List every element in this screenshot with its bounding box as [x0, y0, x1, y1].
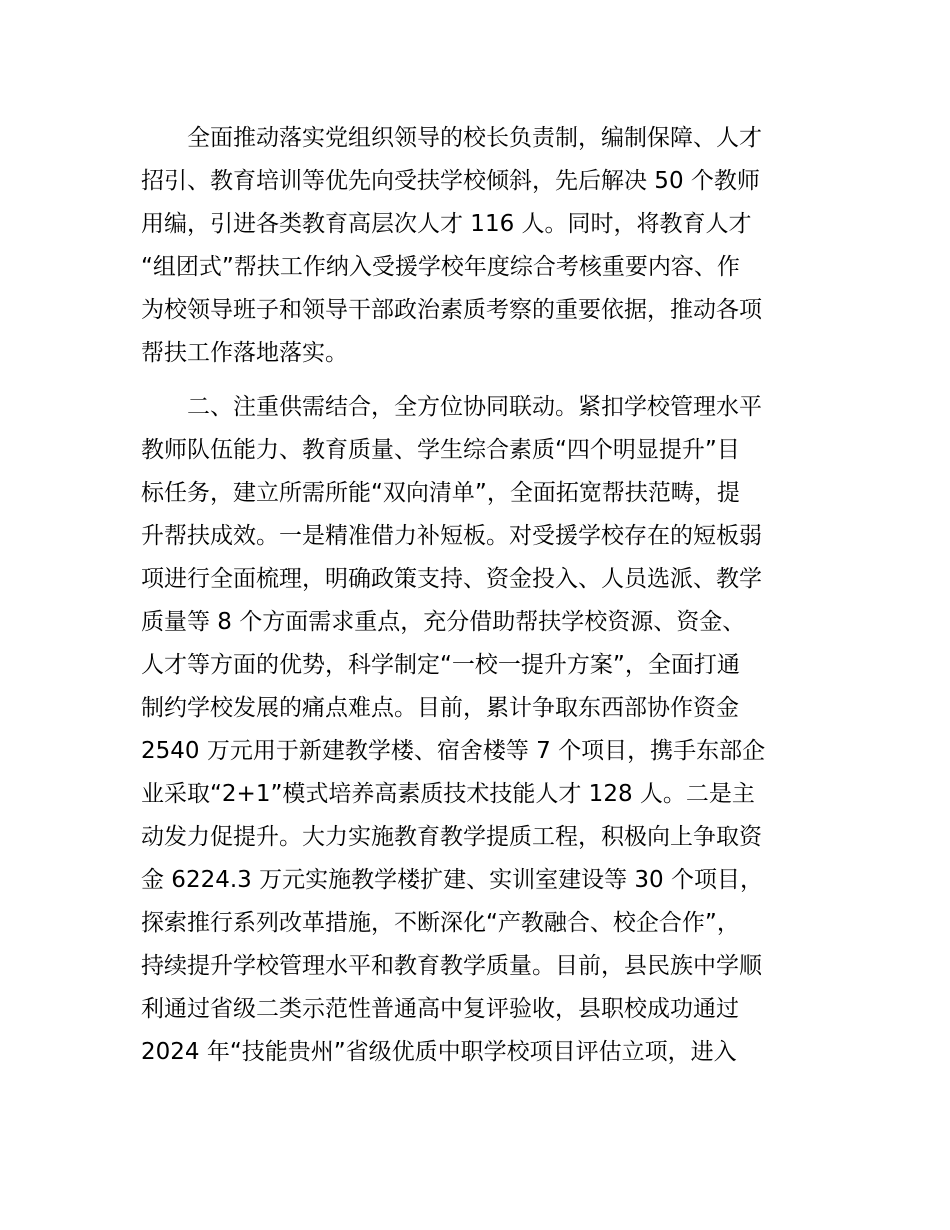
paragraph-2-line-9: 2540 万元用于新建教学楼、宿舍楼等 7 个项目，携手东部企 [141, 738, 766, 764]
paragraph-2-line-14: 持续提升学校管理水平和教育教学质量。目前，县民族中学顺 [141, 953, 762, 979]
paragraph-1-line-1: 全面推动落实党组织领导的校长负责制，编制保障、人才 [187, 125, 762, 151]
paragraph-2-line-13: 探索推行系列改革措施，不断深化“产教融合、校企合作”， [141, 910, 740, 936]
paragraph-2-line-10: 业采取“2+1”模式培养高素质技术技能人才 128 人。二是主 [141, 781, 755, 807]
paragraph-2-line-8: 制约学校发展的痛点难点。目前，累计争取东西部协作资金 [141, 695, 739, 721]
paragraph-1-line-6: 帮扶工作落地落实。 [141, 340, 348, 366]
paragraph-2-line-3: 标任务，建立所需所能“双向清单”，全面拓宽帮扶范畴，提 [141, 480, 740, 506]
paragraph-2-line-2: 教师队伍能力、教育质量、学生综合素质“四个明显提升”目 [141, 437, 740, 463]
paragraph-2-line-6: 质量等 8 个方面需求重点，充分借助帮扶学校资源、资金、 [141, 609, 746, 635]
paragraph-1-line-5: 为校领导班子和领导干部政治素质考察的重要依据，推动各项 [141, 297, 762, 323]
paragraph-2-line-12: 金 6224.3 万元实施教学楼扩建、实训室建设等 30 个项目， [141, 867, 763, 893]
paragraph-2-line-1: 二、注重供需结合，全方位协同联动。紧扣学校管理水平 [187, 394, 762, 420]
paragraph-2-line-4: 升帮扶成效。一是精准借力补短板。对受援学校存在的短板弱 [141, 523, 762, 549]
paragraph-1-line-3: 用编，引进各类教育高层次人才 116 人。同时，将教育人才 [141, 211, 752, 237]
paragraph-2-line-16: 2024 年“技能贵州”省级优质中职学校项目评估立项，进入 [141, 1039, 737, 1065]
paragraph-1-line-4: “组团式”帮扶工作纳入受援学校年度综合考核重要内容、作 [141, 254, 740, 280]
paragraph-2-line-11: 动发力促提升。大力实施教育教学提质工程，积极向上争取资 [141, 824, 762, 850]
paragraph-2-line-5: 项进行全面梳理，明确政策支持、资金投入、人员选派、教学 [141, 566, 762, 592]
paragraph-1-line-2: 招引、教育培训等优先向受扶学校倾斜，先后解决 50 个教师 [141, 168, 760, 194]
paragraph-2-line-15: 利通过省级二类示范性普通高中复评验收，县职校成功通过 [141, 996, 739, 1022]
paragraph-2-line-7: 人才等方面的优势，科学制定“一校一提升方案”，全面打通 [141, 652, 740, 678]
